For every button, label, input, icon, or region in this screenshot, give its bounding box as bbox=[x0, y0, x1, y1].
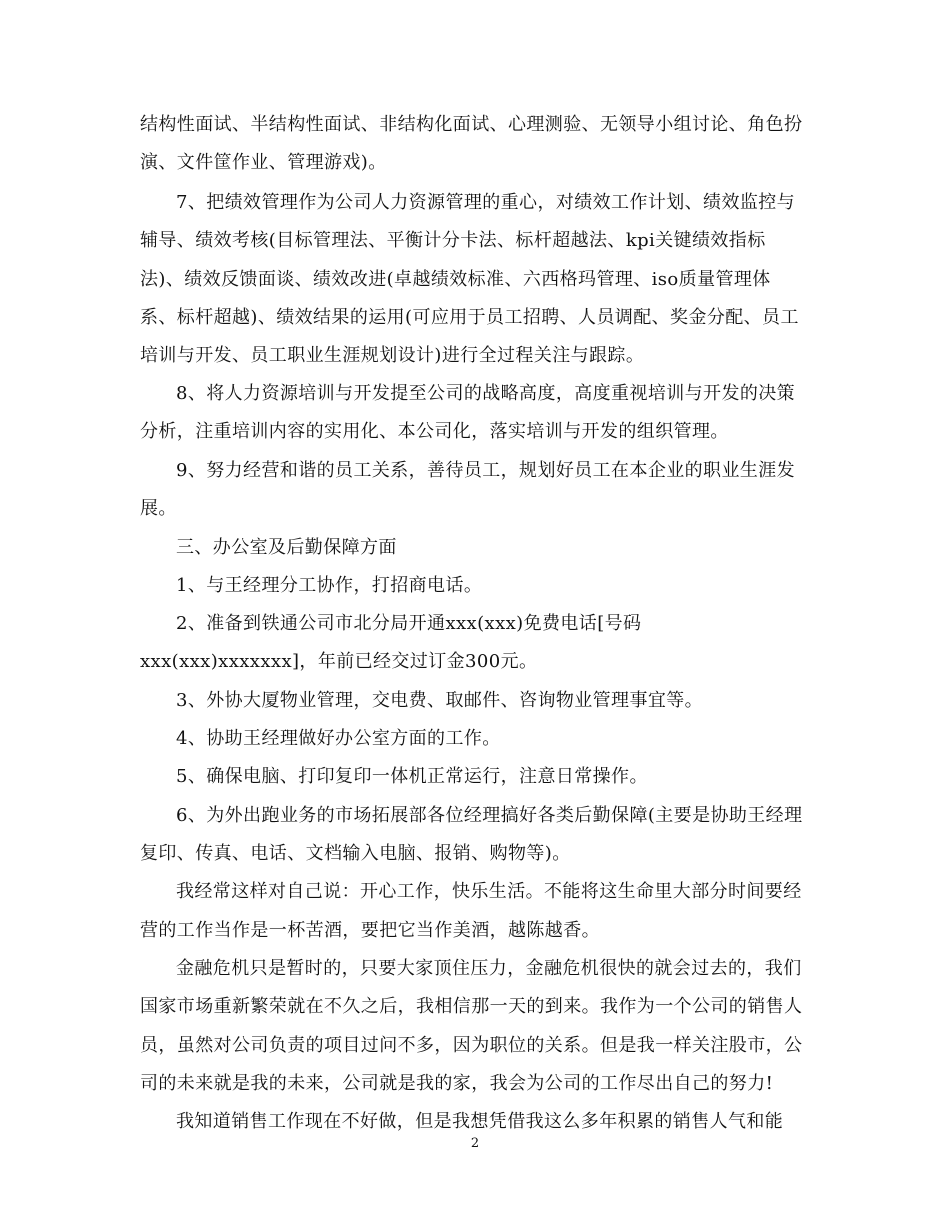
text-line: 4、协助王经理做好办公室方面的工作。 bbox=[176, 728, 501, 749]
text-line: 1、与王经理分工协作，打招商电话。 bbox=[176, 575, 483, 596]
text-line: 演、文件筐作业、管理游戏)。 bbox=[140, 152, 387, 173]
text-line: 培训与开发、员工职业生涯规划设计)进行全过程关注与跟踪。 bbox=[140, 345, 645, 366]
text-line: 6、为外出跑业务的市场拓展部各位经理搞好各类后勤保障(主要是协助王经理 bbox=[176, 805, 803, 826]
text-line: 辅导、绩效考核(目标管理法、平衡计分卡法、标杆超越法、kpi关键绩效指标 bbox=[140, 230, 766, 251]
text-line: 5、确保电脑、打印复印一体机正常运行，注意日常操作。 bbox=[176, 766, 648, 787]
text-line: 员，虽然对公司负责的项目过问不多，因为职位的关系。但是我一样关注股市，公 bbox=[140, 1035, 803, 1056]
text-line: xxx(xxx)xxxxxxx]，年前已经交过订金300元。 bbox=[140, 651, 538, 672]
text-line: 国家市场重新繁荣就在不久之后，我相信那一天的到来。我作为一个公司的销售人 bbox=[140, 996, 803, 1017]
text-line: 我知道销售工作现在不好做，但是我想凭借我这么多年积累的销售人气和能 bbox=[176, 1111, 784, 1132]
section-heading: 三、办公室及后勤保障方面 bbox=[176, 537, 397, 558]
text-line: 我经常这样对自己说：开心工作，快乐生活。不能将这生命里大部分时间要经 bbox=[176, 881, 802, 902]
text-line: 分析，注重培训内容的实用化、本公司化，落实培训与开发的组织管理。 bbox=[140, 421, 729, 442]
text-line: 结构性面试、半结构性面试、非结构化面试、心理测验、无领导小组讨论、角色扮 bbox=[140, 114, 803, 135]
page-number: 2 bbox=[470, 1136, 480, 1151]
text-line: 9、努力经营和谐的员工关系，善待员工，规划好员工在本企业的职业生涯发 bbox=[176, 460, 796, 481]
text-line: 7、把绩效管理作为公司人力资源管理的重心，对绩效工作计划、绩效监控与 bbox=[176, 192, 796, 213]
text-line: 8、将人力资源培训与开发提至公司的战略高度，高度重视培训与开发的决策 bbox=[176, 383, 796, 404]
text-line: 复印、传真、电话、文档输入电脑、报销、购物等)。 bbox=[140, 843, 571, 864]
text-line: 营的工作当作是一杯苦酒，要把它当作美酒，越陈越香。 bbox=[140, 920, 600, 941]
text-line: 3、外协大厦物业管理，交电费、取邮件、咨询物业管理事宜等。 bbox=[176, 690, 704, 711]
text-line: 金融危机只是暂时的，只要大家顶住压力，金融危机很快的就会过去的，我们 bbox=[176, 958, 802, 979]
text-line: 2、准备到铁通公司市北分局开通xxx(xxx)免费电话[号码 bbox=[176, 613, 642, 634]
text-line: 展。 bbox=[140, 498, 177, 519]
text-line: 系、标杆超越)、绩效结果的运用(可应用于员工招聘、人员调配、奖金分配、员工 bbox=[140, 307, 799, 328]
text-line: 法)、绩效反馈面谈、绩效改进(卓越绩效标准、六西格玛管理、iso质量管理体 bbox=[140, 269, 771, 290]
text-line: 司的未来就是我的未来，公司就是我的家，我会为公司的工作尽出自己的努力! bbox=[140, 1073, 774, 1094]
